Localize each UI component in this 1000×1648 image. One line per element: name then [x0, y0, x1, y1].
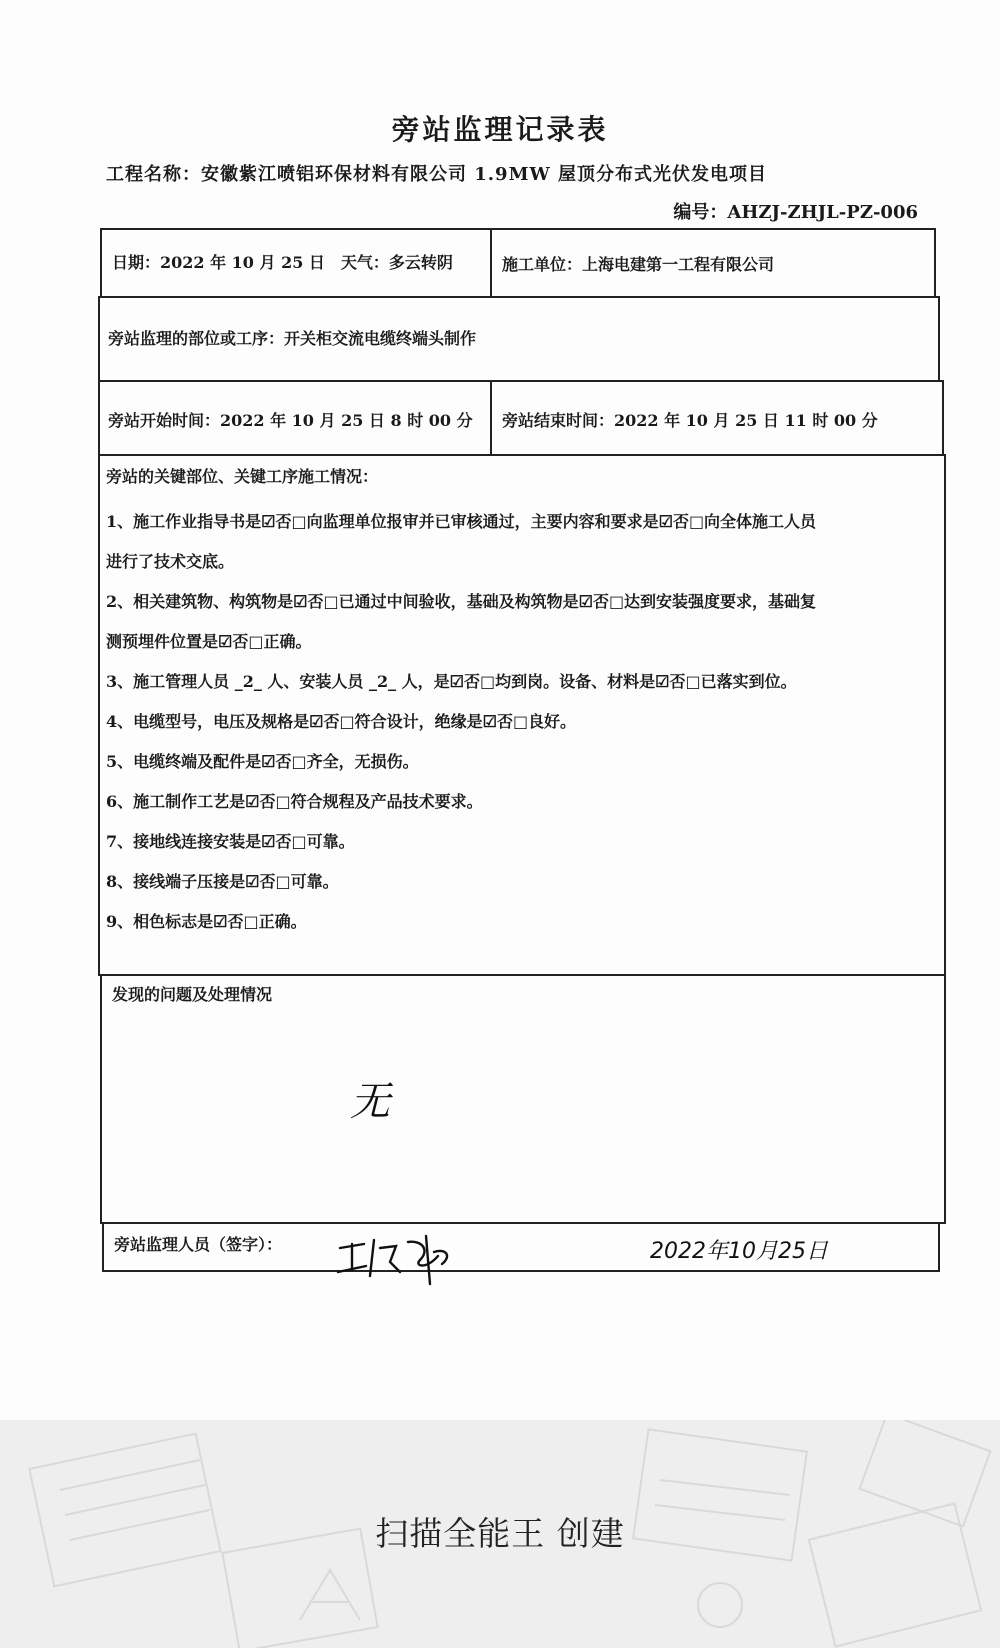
- location-cell: 旁站监理的部位或工序：开关柜交流电缆终端头制作: [108, 329, 477, 348]
- start-time-cell: 旁站开始时间：2022 年 10 月 25 日 8 时 00 分: [108, 411, 473, 430]
- list-item: 9、相色标志是☑否□正确。: [106, 912, 307, 931]
- list-item: 7、接地线连接安装是☑否□可靠。: [106, 832, 355, 851]
- list-item: 1、施工作业指导书是☑否□向监理单位报审并已审核通过，主要内容和要求是☑否□向全体施工人员: [106, 512, 817, 531]
- watermark-text: 扫描全能王 创建: [375, 1514, 625, 1553]
- date-weather-cell: 日期：2022 年 10 月 25 日 天气：多云转阴: [112, 253, 453, 272]
- list-item: 测预埋件位置是☑否□正确。: [106, 632, 312, 651]
- row-problems: [100, 974, 946, 1224]
- list-item: 8、接线端子压接是☑否□可靠。: [106, 872, 339, 891]
- document-code: 编号：AHZJ-ZHJL-PZ-006: [673, 202, 918, 223]
- signature-label: 旁站监理人员（签字）：: [114, 1235, 283, 1254]
- signature-date: 2022年10月25日: [650, 1239, 828, 1264]
- list-item: 2、相关建筑物、构筑物是☑否□已通过中间验收，基础及构筑物是☑否□达到安装强度要求，基础复: [106, 592, 817, 611]
- situation-list: [106, 462, 946, 942]
- contractor-cell: 施工单位：上海电建第一工程有限公司: [502, 255, 775, 274]
- list-item: 进行了技术交底。: [106, 552, 235, 571]
- list-item: 3、施工管理人员 _2_ 人、安装人员 _2_ 人，是☑否□均到岗。设备、材料是☑否□已落实到位。: [106, 672, 797, 691]
- situation-heading: 旁站的关键部位、关键工序施工情况：: [106, 467, 379, 486]
- project-name: 工程名称：安徽紫江喷铝环保材料有限公司 1.9MW 屋顶分布式光伏发电项目: [106, 164, 767, 185]
- signature-scribble: [330, 1226, 460, 1290]
- row-divider: [490, 380, 492, 456]
- problems-heading: 发现的问题及处理情况: [112, 985, 273, 1004]
- problems-handwritten: 无: [350, 1079, 390, 1125]
- list-item: 6、施工制作工艺是☑否□符合规程及产品技术要求。: [106, 792, 483, 811]
- document-title: 旁站监理记录表: [391, 113, 609, 146]
- row-divider: [490, 228, 492, 298]
- list-item: 5、电缆终端及配件是☑否□齐全，无损伤。: [106, 752, 419, 771]
- scanner-footer: [0, 1420, 1000, 1648]
- end-time-cell: 旁站结束时间：2022 年 10 月 25 日 11 时 00 分: [502, 411, 878, 430]
- list-item: 4、电缆型号，电压及规格是☑否□符合设计，绝缘是☑否□良好。: [106, 712, 577, 731]
